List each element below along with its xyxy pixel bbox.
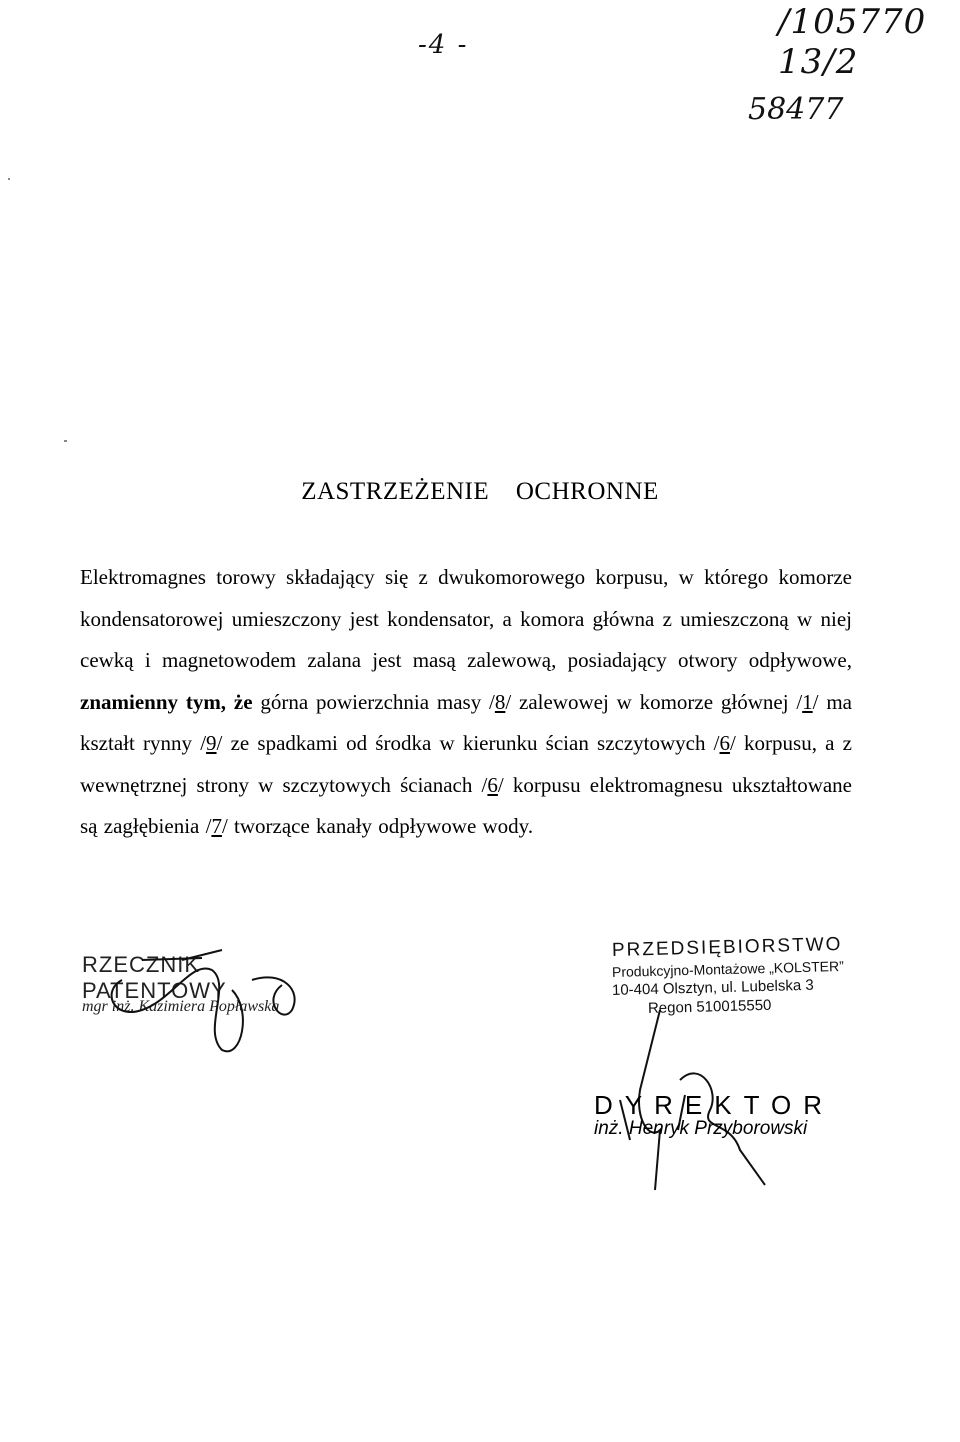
reference-numeral: 8 [494,689,506,714]
claim-text: / ze spadkami od środka w kierunku ścian szczytowych / [216,731,720,755]
company-address: 10-404 Olsztyn, ul. Lubelska 3 [611,976,814,999]
title-word-2: OCHRONNE [515,478,659,505]
claim-paragraph [80,557,852,848]
claim-text: / korpusu elektromagnesu ukształtowane są zagłębienia / [80,772,853,838]
scan-speck [8,178,10,180]
company-type: PRZEDSIĘBIORSTWO [611,933,843,961]
document-code-secondary: 58477 [748,92,844,127]
reference-numeral: 6 [487,772,498,797]
document-code: /105770 13/2 [778,2,927,82]
stamp-title: RZECZNIK PATENTOWY [82,952,227,1003]
signature-scribble [82,940,342,1070]
patent-attorney-stamp [82,940,342,1070]
document-title [0,478,960,506]
scan-speck [64,440,67,442]
claim-text: górna powierzchnia masy / [252,689,495,714]
claim-text: Elektromagnes torowy składający się z dwukomorowego korpusu, w którego komorze kondensatorowej umieszczony jest kondensator, a komora główna z umieszczoną w niej cewką i magnetowodem zalana jest masą zalewową, posiadający otwory odpływowe, [80,565,852,672]
claim-text: / ma kształt rynny / [80,689,852,755]
stamp-name: mgr inż. Kazimiera Popławska [82,998,280,1015]
claim-text: / tworzące kanały odpływowe wody. [221,814,534,838]
reference-numeral: 9 [206,731,217,755]
company-name: Produkcyjno-Montażowe „KOLSTER” [611,957,845,980]
reference-numeral: 1 [802,689,813,714]
director-name: inż. Henryk Przyborowski [594,1118,808,1139]
claim-text: / korpusu, a z wewnętrznej strony w szczytowych ścianach / [80,731,852,797]
reference-numeral: 7 [211,814,222,838]
claim-characterizing-phrase: znamienny tym, że [80,689,253,714]
company-regon: Regon 510015550 [647,996,772,1018]
page-number: -4 - [418,30,469,60]
director-title: DYREKTOR [594,1090,834,1120]
title-word-1: ZASTRZEŻENIE [301,478,490,505]
reference-numeral: 6 [719,731,731,755]
claim-text: / zalewowej w komorze głównej / [505,689,803,714]
